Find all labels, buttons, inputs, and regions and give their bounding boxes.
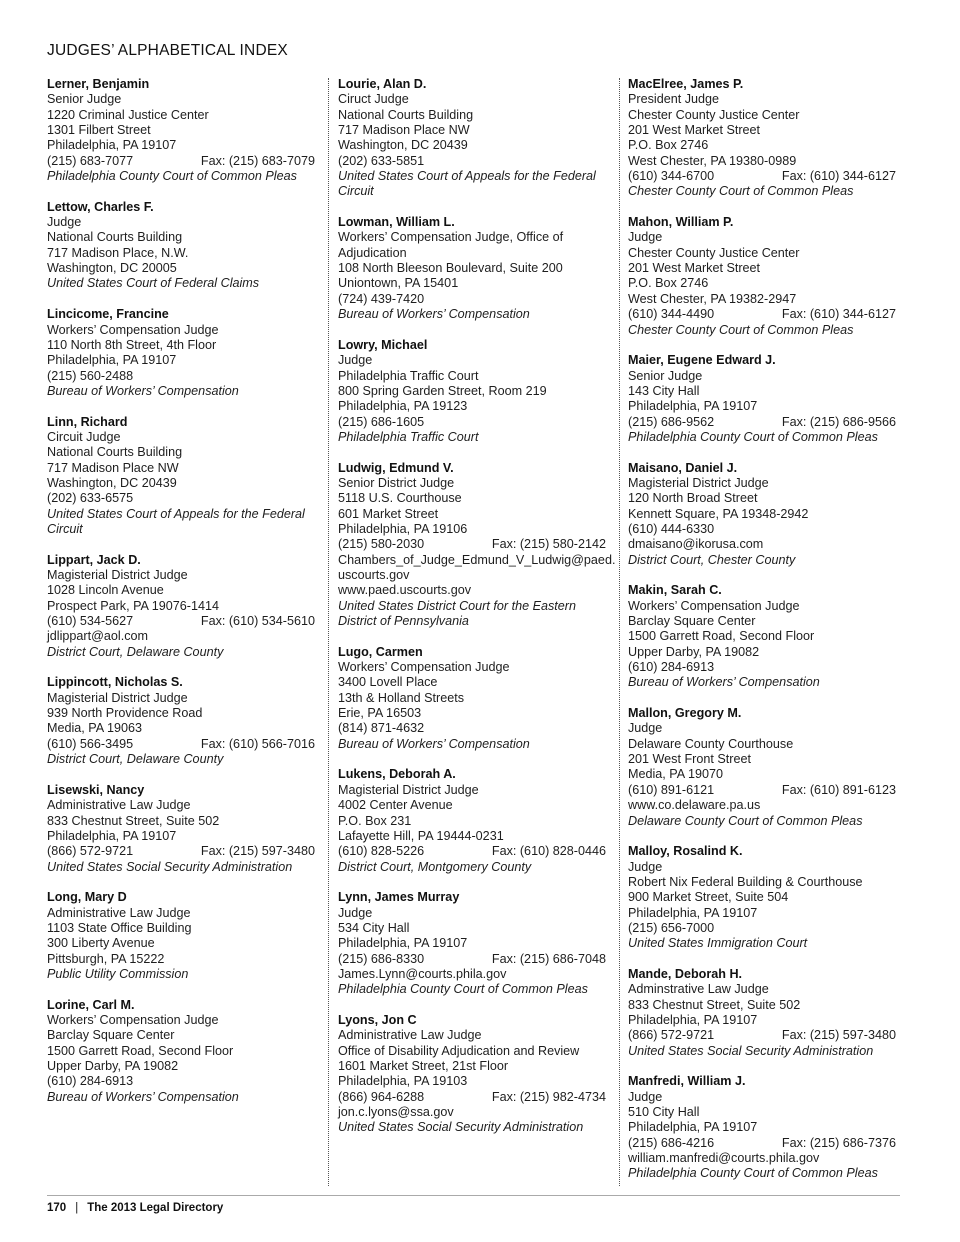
contact-detail: Chambers_of_Judge_Edmund_V_Ludwig@paed. bbox=[338, 552, 616, 567]
judge-entry bbox=[628, 844, 896, 951]
court-name: United States Social Security Administration bbox=[628, 1043, 874, 1058]
address-line: Philadelphia, PA 19107 bbox=[628, 1120, 758, 1135]
contact-detail: jdlippart@aol.com bbox=[47, 629, 148, 644]
address-line: West Chester, PA 19382-2947 bbox=[628, 291, 797, 306]
court-name: District Court, Montgomery County bbox=[338, 859, 532, 874]
judge-entry bbox=[47, 890, 315, 982]
court-name: Public Utility Commission bbox=[47, 966, 189, 981]
address-line: 110 North 8th Street, 4th Floor bbox=[47, 337, 217, 352]
address-line: Magisterial District Judge bbox=[47, 568, 188, 582]
phone-number: (202) 633-6575 bbox=[47, 491, 134, 506]
address-line: 300 Liberty Avenue bbox=[47, 936, 155, 951]
contact-row bbox=[628, 1136, 896, 1151]
contact-row bbox=[47, 491, 315, 506]
page-title: JUDGES’ ALPHABETICAL INDEX bbox=[47, 42, 288, 59]
judge-entry bbox=[47, 553, 315, 660]
contact-row bbox=[47, 369, 315, 384]
address-line: Robert Nix Federal Building & Courthouse bbox=[628, 874, 863, 889]
fax-number: Fax: (215) 982-4734 bbox=[491, 1089, 606, 1104]
judge-entry bbox=[47, 998, 315, 1105]
phone-number: (610) 534-5627 bbox=[47, 614, 134, 629]
address-line: Kennett Square, PA 19348-2942 bbox=[628, 506, 809, 521]
judge-name: Long, Mary D bbox=[47, 890, 127, 905]
court-name: Philadelphia County Court of Common Pleas bbox=[47, 169, 297, 184]
judge-name: Lisewski, Nancy bbox=[47, 782, 145, 797]
address-line: 201 West Front Street bbox=[628, 752, 751, 767]
address-line: Workers’ Compensation Judge bbox=[47, 1012, 219, 1027]
address-line: National Courts Building bbox=[47, 230, 183, 245]
address-line: P.O. Box 2746 bbox=[628, 138, 709, 153]
judge-entry bbox=[47, 200, 315, 292]
judge-entry bbox=[47, 783, 315, 875]
address-line: Chester County Justice Center bbox=[628, 107, 800, 122]
address-line: Philadelphia, PA 19107 bbox=[47, 353, 177, 368]
phone-number: (215) 656-7000 bbox=[628, 920, 715, 935]
address-line: President Judge bbox=[628, 92, 720, 107]
judge-entry bbox=[338, 645, 606, 752]
address-line: 939 North Providence Road bbox=[47, 706, 203, 721]
address-line: Circuit Judge bbox=[47, 429, 121, 444]
publication-title: The 2013 Legal Directory bbox=[87, 1202, 224, 1214]
address-line: Philadelphia, PA 19107 bbox=[47, 828, 177, 843]
column-divider bbox=[328, 78, 329, 1186]
address-line: Philadelphia, PA 19123 bbox=[338, 399, 468, 414]
address-line: Philadelphia, PA 19107 bbox=[628, 399, 758, 414]
judge-entry bbox=[628, 967, 896, 1059]
contact-detail: dmaisano@ikorusa.com bbox=[628, 537, 764, 552]
phone-number: (610) 828-5226 bbox=[338, 844, 425, 859]
fax-number: Fax: (215) 597-3480 bbox=[781, 1028, 896, 1043]
address-line: 143 City Hall bbox=[628, 383, 700, 398]
contact-row bbox=[628, 1028, 896, 1043]
court-name: Bureau of Workers’ Compensation bbox=[338, 307, 530, 322]
contact-row bbox=[628, 169, 896, 184]
judge-entry bbox=[628, 77, 896, 200]
address-line: Judge bbox=[628, 859, 663, 874]
court-name: United States District Court for the Eastern District of Pennsylvania bbox=[338, 598, 576, 629]
fax-number: Fax: (610) 566-7016 bbox=[200, 736, 315, 751]
judge-name: Manfredi, William J. bbox=[628, 1074, 746, 1089]
contact-detail: william.manfredi@courts.phila.gov bbox=[628, 1151, 820, 1166]
judge-name: MacElree, James P. bbox=[628, 77, 744, 91]
court-name: United States Immigration Court bbox=[628, 936, 808, 951]
judge-entry bbox=[47, 415, 315, 538]
address-line: 1220 Criminal Justice Center bbox=[47, 107, 209, 122]
judge-name: Maier, Eugene Edward J. bbox=[628, 353, 776, 368]
court-name: Chester County Court of Common Pleas bbox=[628, 322, 854, 337]
judge-name: Lippart, Jack D. bbox=[47, 552, 141, 567]
address-line: P.O. Box 231 bbox=[338, 813, 412, 828]
address-line: Washington, DC 20005 bbox=[47, 261, 177, 276]
judge-entry bbox=[338, 1013, 606, 1136]
contact-row bbox=[628, 522, 896, 537]
phone-number: (215) 683-7077 bbox=[47, 153, 134, 168]
contact-row bbox=[47, 737, 315, 752]
judge-name: Lincicome, Francine bbox=[47, 307, 169, 322]
fax-number: Fax: (215) 686-7376 bbox=[781, 1135, 896, 1150]
court-name: United States Court of Federal Claims bbox=[47, 276, 260, 291]
phone-number: (215) 686-8330 bbox=[338, 951, 425, 966]
address-line: 717 Madison Place NW bbox=[47, 460, 179, 475]
contact-row bbox=[338, 721, 606, 736]
address-line: Upper Darby, PA 19082 bbox=[628, 644, 760, 659]
address-line: Philadelphia, PA 19107 bbox=[628, 1012, 758, 1027]
contact-row bbox=[338, 844, 606, 859]
contact-row bbox=[338, 154, 606, 169]
judge-name: Lettow, Charles F. bbox=[47, 199, 154, 214]
address-line: 601 Market Street bbox=[338, 506, 439, 521]
phone-number: (814) 871-4632 bbox=[338, 721, 425, 736]
address-line: Philadelphia Traffic Court bbox=[338, 368, 479, 383]
contact-row bbox=[338, 1090, 606, 1105]
footer-rule bbox=[47, 1195, 900, 1196]
judge-name: Lynn, James Murray bbox=[338, 890, 460, 905]
address-line: Workers’ Compensation Judge bbox=[338, 660, 510, 675]
address-line: 108 North Bleeson Boulevard, Suite 200 bbox=[338, 261, 563, 276]
judge-entry bbox=[338, 767, 606, 874]
judge-name: Mande, Deborah H. bbox=[628, 966, 743, 981]
address-line: Judge bbox=[628, 230, 663, 245]
address-line: Judge bbox=[338, 353, 373, 368]
court-name: Delaware County Court of Common Pleas bbox=[628, 813, 863, 828]
address-line: Judge bbox=[628, 1089, 663, 1104]
phone-number: (610) 891-6121 bbox=[628, 782, 715, 797]
court-name: Philadelphia County Court of Common Pleas bbox=[338, 982, 588, 997]
contact-row bbox=[628, 415, 896, 430]
fax-number: Fax: (610) 828-0446 bbox=[491, 844, 606, 859]
judge-name: Lugo, Carmen bbox=[338, 644, 423, 659]
address-line: Magisterial District Judge bbox=[628, 475, 769, 490]
address-line: Workers’ Compensation Judge bbox=[628, 598, 800, 613]
address-line: 717 Madison Place, N.W. bbox=[47, 245, 189, 260]
address-line: Erie, PA 16503 bbox=[338, 706, 422, 721]
address-line: West Chester, PA 19380-0989 bbox=[628, 153, 797, 168]
contact-row bbox=[628, 307, 896, 322]
judge-name: Lowry, Michael bbox=[338, 337, 428, 352]
address-line: Philadelphia, PA 19103 bbox=[338, 1074, 468, 1089]
judge-name: Lerner, Benjamin bbox=[47, 77, 150, 91]
address-line: Adminstrative Law Judge bbox=[628, 982, 769, 997]
address-line: 13th & Holland Streets bbox=[338, 690, 465, 705]
judge-entry bbox=[628, 706, 896, 829]
court-name: United States Social Security Administration bbox=[338, 1120, 584, 1135]
address-line: 5118 U.S. Courthouse bbox=[338, 491, 462, 506]
address-line: 201 West Market Street bbox=[628, 123, 761, 138]
phone-number: (215) 686-1605 bbox=[338, 414, 425, 429]
judge-entry bbox=[47, 307, 315, 399]
footer-separator: | bbox=[75, 1202, 79, 1214]
directory-column-3 bbox=[628, 77, 896, 1197]
judge-entry bbox=[628, 215, 896, 338]
phone-number: (724) 439-7420 bbox=[338, 291, 425, 306]
contact-row bbox=[338, 292, 606, 307]
fax-number: Fax: (610) 344-6127 bbox=[781, 169, 896, 184]
contact-row bbox=[47, 844, 315, 859]
judge-name: Mallon, Gregory M. bbox=[628, 706, 742, 721]
address-line: 1028 Lincoln Avenue bbox=[47, 583, 164, 598]
address-line: Chester County Justice Center bbox=[628, 245, 800, 260]
address-line: Pittsburgh, PA 15222 bbox=[47, 951, 165, 966]
judge-entry bbox=[338, 890, 606, 997]
address-line: 833 Chestnut Street, Suite 502 bbox=[628, 997, 801, 1012]
contact-row bbox=[338, 415, 606, 430]
address-line: Judge bbox=[338, 905, 373, 920]
phone-number: (866) 572-9721 bbox=[47, 844, 134, 859]
contact-row bbox=[628, 921, 896, 936]
judge-name: Lowman, William L. bbox=[338, 215, 455, 230]
address-line: Administrative Law Judge bbox=[338, 1028, 482, 1043]
fax-number: Fax: (610) 891-6123 bbox=[781, 782, 896, 797]
judge-name: Maisano, Daniel J. bbox=[628, 460, 738, 475]
address-line: Senior Judge bbox=[628, 368, 703, 383]
address-line: Magisterial District Judge bbox=[338, 782, 479, 797]
contact-detail: www.paed.uscourts.gov bbox=[338, 583, 472, 598]
address-line: Delaware County Courthouse bbox=[628, 736, 794, 751]
fax-number: Fax: (215) 580-2142 bbox=[491, 537, 606, 552]
phone-number: (202) 633-5851 bbox=[338, 153, 425, 168]
directory-column-2 bbox=[338, 77, 616, 1151]
address-line: 534 City Hall bbox=[338, 920, 410, 935]
address-line: 1601 Market Street, 21st Floor bbox=[338, 1059, 509, 1073]
phone-number: (215) 686-4216 bbox=[628, 1135, 715, 1150]
address-line: Ciruct Judge bbox=[338, 92, 409, 107]
address-line: Prospect Park, PA 19076-1414 bbox=[47, 598, 219, 613]
address-line: 800 Spring Garden Street, Room 219 bbox=[338, 383, 547, 398]
contact-row bbox=[338, 537, 606, 552]
contact-row bbox=[628, 660, 896, 675]
address-line: Philadelphia, PA 19107 bbox=[47, 138, 177, 153]
address-line: Media, PA 19070 bbox=[628, 767, 723, 782]
court-name: Bureau of Workers’ Compensation bbox=[628, 675, 820, 690]
address-line: 3400 Lovell Place bbox=[338, 675, 438, 690]
judge-name: Mahon, William P. bbox=[628, 215, 734, 230]
page-footer bbox=[47, 1202, 223, 1214]
fax-number: Fax: (215) 686-7048 bbox=[491, 951, 606, 966]
court-name: District Court, Delaware County bbox=[47, 752, 224, 767]
contact-row bbox=[47, 1074, 315, 1089]
address-line: 833 Chestnut Street, Suite 502 bbox=[47, 813, 220, 828]
address-line: Administrative Law Judge bbox=[47, 905, 191, 920]
court-name: Bureau of Workers’ Compensation bbox=[47, 1089, 239, 1104]
page-number: 170 bbox=[47, 1202, 67, 1214]
judge-entry bbox=[338, 460, 616, 630]
address-line: National Courts Building bbox=[47, 445, 183, 460]
fax-number: Fax: (215) 597-3480 bbox=[200, 844, 315, 859]
court-name: Bureau of Workers’ Compensation bbox=[47, 383, 239, 398]
address-line: 201 West Market Street bbox=[628, 261, 761, 276]
judge-entry bbox=[338, 215, 606, 322]
address-line: P.O. Box 2746 bbox=[628, 276, 709, 291]
phone-number: (610) 284-6913 bbox=[47, 1074, 134, 1089]
judge-name: Linn, Richard bbox=[47, 414, 128, 429]
address-line: National Courts Building bbox=[338, 107, 474, 122]
judge-name: Makin, Sarah C. bbox=[628, 583, 722, 598]
address-line: Senior Judge bbox=[47, 92, 122, 107]
court-name: Chester County Court of Common Pleas bbox=[628, 184, 854, 199]
fax-number: Fax: (610) 344-6127 bbox=[781, 307, 896, 322]
address-line: 120 North Broad Street bbox=[628, 491, 758, 506]
contact-row bbox=[338, 952, 606, 967]
address-line: Uniontown, PA 15401 bbox=[338, 276, 459, 291]
judge-name: Ludwig, Edmund V. bbox=[338, 460, 454, 475]
directory-column-1 bbox=[47, 77, 315, 1120]
address-line: Philadelphia, PA 19107 bbox=[338, 936, 468, 951]
fax-number: Fax: (215) 686-9566 bbox=[781, 414, 896, 429]
phone-number: (866) 964-6288 bbox=[338, 1089, 425, 1104]
address-line: 1301 Filbert Street bbox=[47, 123, 151, 138]
court-name: Bureau of Workers’ Compensation bbox=[338, 736, 530, 751]
address-line: Magisterial District Judge bbox=[47, 690, 188, 705]
address-line: Philadelphia, PA 19106 bbox=[338, 521, 468, 536]
address-line: Office of Disability Adjudication and Review bbox=[338, 1043, 580, 1058]
address-line: 1103 State Office Building bbox=[47, 920, 192, 935]
address-line: Barclay Square Center bbox=[628, 614, 756, 629]
court-name: Philadelphia County Court of Common Pleas bbox=[628, 1166, 878, 1181]
judge-entry bbox=[338, 77, 606, 200]
phone-number: (215) 560-2488 bbox=[47, 368, 134, 383]
address-line: Judge bbox=[47, 215, 82, 230]
address-line: 4002 Center Avenue bbox=[338, 798, 453, 813]
phone-number: (610) 444-6330 bbox=[628, 521, 715, 536]
address-line: Media, PA 19063 bbox=[47, 721, 142, 736]
judge-name: Lyons, Jon C bbox=[338, 1012, 417, 1027]
contact-detail: uscourts.gov bbox=[338, 568, 410, 582]
address-line: 717 Madison Place NW bbox=[338, 123, 470, 138]
address-line: Upper Darby, PA 19082 bbox=[47, 1059, 179, 1073]
contact-detail: www.co.delaware.pa.us bbox=[628, 798, 761, 813]
address-line: Washington, DC 20439 bbox=[47, 475, 177, 490]
judge-entry bbox=[628, 353, 896, 445]
phone-number: (610) 344-4490 bbox=[628, 307, 715, 322]
phone-number: (866) 572-9721 bbox=[628, 1028, 715, 1043]
address-line: 1500 Garrett Road, Second Floor bbox=[47, 1043, 234, 1058]
address-line: Lafayette Hill, PA 19444-0231 bbox=[338, 828, 504, 843]
address-line: 510 City Hall bbox=[628, 1105, 700, 1120]
address-line: Barclay Square Center bbox=[47, 1028, 175, 1043]
address-line: 900 Market Street, Suite 504 bbox=[628, 890, 789, 905]
contact-row bbox=[628, 783, 896, 798]
contact-row bbox=[47, 154, 315, 169]
court-name: District Court, Chester County bbox=[628, 552, 796, 567]
judge-name: Lourie, Alan D. bbox=[338, 77, 427, 91]
judge-name: Malloy, Rosalind K. bbox=[628, 844, 743, 859]
phone-number: (610) 566-3495 bbox=[47, 736, 134, 751]
address-line: Senior District Judge bbox=[338, 475, 455, 490]
phone-number: (610) 344-6700 bbox=[628, 169, 715, 184]
contact-row bbox=[47, 614, 315, 629]
court-name: United States Court of Appeals for the Federal Circuit bbox=[47, 506, 305, 536]
phone-number: (215) 580-2030 bbox=[338, 537, 425, 552]
judge-entry bbox=[338, 338, 606, 445]
judge-entry bbox=[47, 675, 315, 767]
phone-number: (215) 686-9562 bbox=[628, 414, 715, 429]
column-divider bbox=[619, 78, 620, 1186]
court-name: Philadelphia Traffic Court bbox=[338, 429, 479, 444]
judge-name: Lippincott, Nicholas S. bbox=[47, 675, 183, 690]
court-name: United States Court of Appeals for the Federal Circuit bbox=[338, 169, 596, 199]
fax-number: Fax: (215) 683-7079 bbox=[200, 153, 315, 168]
contact-detail: jon.c.lyons@ssa.gov bbox=[338, 1105, 454, 1120]
address-line: Workers’ Compensation Judge, Office of bbox=[338, 230, 564, 245]
phone-number: (610) 284-6913 bbox=[628, 660, 715, 675]
address-line: Administrative Law Judge bbox=[47, 798, 191, 813]
judge-name: Lorine, Carl M. bbox=[47, 997, 135, 1012]
address-line: Adjudication bbox=[338, 245, 407, 260]
address-line: Judge bbox=[628, 721, 663, 736]
address-line: Philadelphia, PA 19107 bbox=[628, 905, 758, 920]
judge-entry bbox=[628, 583, 896, 690]
address-line: 1500 Garrett Road, Second Floor bbox=[628, 629, 815, 644]
address-line: Workers’ Compensation Judge bbox=[47, 322, 219, 337]
address-line: Washington, DC 20439 bbox=[338, 138, 468, 153]
judge-entry bbox=[628, 461, 896, 568]
contact-detail: James.Lynn@courts.phila.gov bbox=[338, 966, 507, 981]
court-name: Philadelphia County Court of Common Pleas bbox=[628, 429, 878, 444]
judge-entry bbox=[47, 77, 315, 184]
judge-entry bbox=[628, 1074, 896, 1181]
court-name: District Court, Delaware County bbox=[47, 644, 224, 659]
fax-number: Fax: (610) 534-5610 bbox=[200, 614, 315, 629]
court-name: United States Social Security Administration bbox=[47, 859, 293, 874]
judge-name: Lukens, Deborah A. bbox=[338, 767, 456, 782]
